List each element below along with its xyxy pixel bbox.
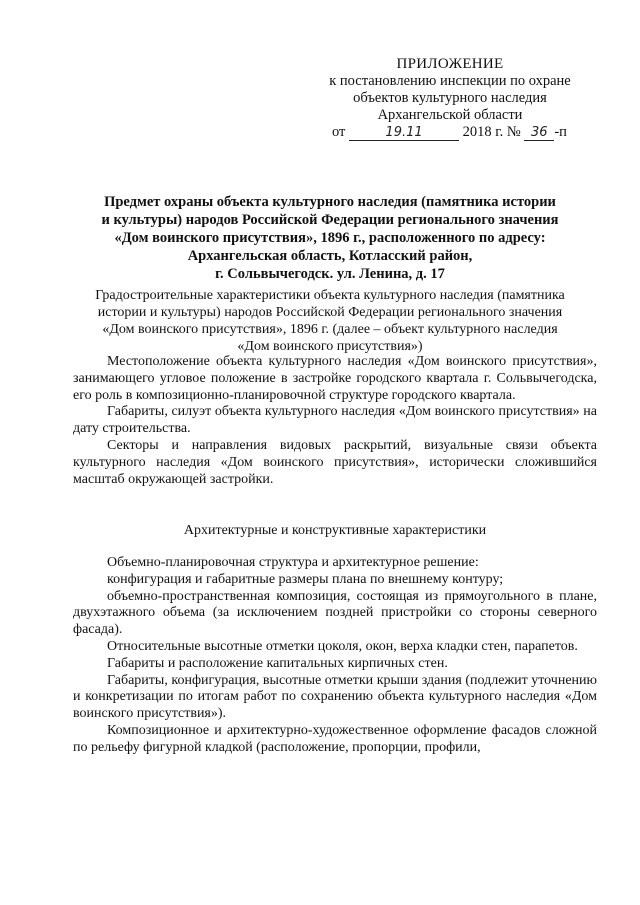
architecture-characteristics — [73, 555, 597, 757]
section-subtitle — [64, 287, 596, 355]
handwritten-number: 36 — [524, 126, 554, 141]
appendix-line-2: объектов культурного наследия — [353, 90, 547, 106]
architecture-paragraph-2: конфигурация и габаритные размеры плана по внешнему контуру; — [107, 571, 504, 587]
document-title — [70, 193, 590, 283]
appendix-line-3: Архангельской области — [377, 107, 523, 123]
architecture-paragraph-1: Объемно-планировочная структура и архитектурное решение: — [107, 555, 479, 570]
urban-paragraph-2: Габариты, силуэт объекта культурного наследия «Дом воинского присутствия» на дату строительства. — [73, 404, 597, 437]
subtitle-line-1: Градостроительные характеристики объекта культурного наследия (памятника — [95, 288, 565, 303]
urban-characteristics — [73, 354, 597, 488]
appendix-date-line — [300, 124, 600, 141]
title-line-1: Предмет охраны объекта культурного наследия (памятника истории — [104, 194, 556, 210]
appendix-line-1: к постановлению инспекции по охране — [329, 73, 571, 89]
title-line-4: Архангельская область, Котласский район, — [187, 248, 473, 264]
appendix-block — [300, 56, 600, 141]
architecture-paragraph-3: объемно-пространственная композиция, состоящая из прямоугольного в плане, двухэтажного объема (за исключением поздней пристройки со стороны северного фасада). — [73, 588, 597, 638]
urban-paragraph-3: Секторы и направления видовых раскрытий, визуальные связи объекта культурного наследия «Дом воинского присутствия», исторически сложившийся масштаб окружающей застройки. — [73, 437, 597, 487]
subtitle-line-2: истории и культуры) народов Российской Федерации регионального значения — [97, 305, 563, 320]
number-suffix: -п — [554, 124, 567, 140]
architecture-heading: Архитектурные и конструктивные характеристики — [183, 523, 487, 538]
year-text: 2018 г. № — [462, 124, 521, 140]
architecture-paragraph-4: Относительные высотные отметки цоколя, окон, верха кладки стен, парапетов. — [107, 638, 578, 654]
subtitle-line-4: «Дом воинского присутствия») — [237, 339, 423, 354]
title-line-2: и культуры) народов Российской Федерации регионального значения — [101, 212, 559, 228]
title-line-3: «Дом воинского присутствия», 1896 г., расположенного по адресу: — [114, 230, 546, 246]
title-line-5: г. Сольвычегодск. ул. Ленина, д. 17 — [215, 266, 445, 282]
date-prefix: от — [332, 124, 346, 140]
architecture-paragraph-6: Габариты, конфигурация, высотные отметки крыши здания (подлежит уточнению и конкретизации по итогам работ по сохранению объекта культурного наследия «Дом воинского присутствия»). — [73, 672, 597, 722]
architecture-paragraph-5: Габариты и расположение капитальных кирпичных стен. — [107, 655, 448, 671]
urban-paragraph-1: Местоположение объекта культурного наследия «Дом воинского присутствия», занимающего угловое положение в застройке городского квартала г. Сольвычегодска, его роль в композиционно-планировочной структуре городского квартала. — [73, 354, 597, 403]
subtitle-line-3: «Дом воинского присутствия», 1896 г. (далее – объект культурного наследия — [102, 322, 558, 337]
appendix-heading: ПРИЛОЖЕНИЕ — [396, 56, 504, 72]
handwritten-date: 19.11 — [349, 126, 459, 141]
architecture-paragraph-7: Композиционное и архитектурно-художественное оформление фасадов сложной по рельефу фигурной кладкой (расположение, пропорции, профили, — [73, 722, 597, 755]
